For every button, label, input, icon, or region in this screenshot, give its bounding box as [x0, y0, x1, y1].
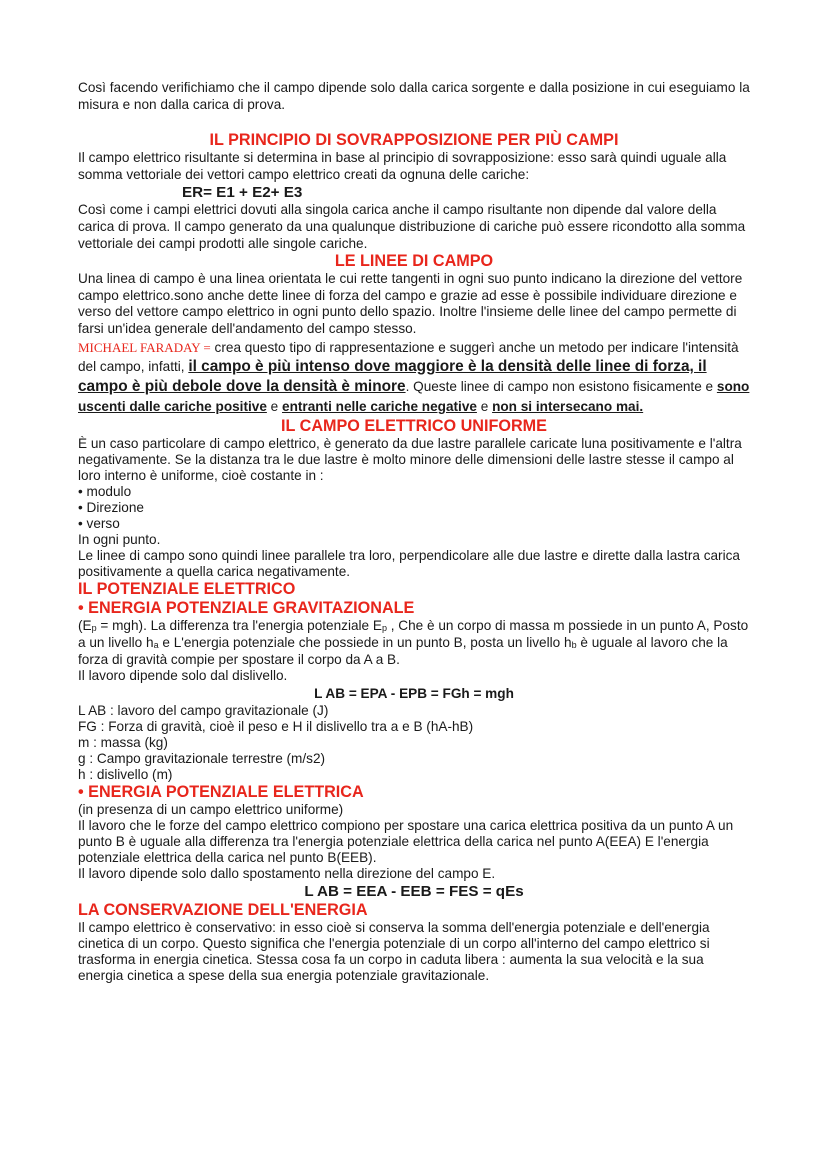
- legend-item: g : Campo gravitazionale terrestre (m/s2): [78, 750, 326, 766]
- grav-text-c: , Che è un corpo di massa m possiede in un punto A, Posto a un livello h: [78, 617, 749, 650]
- formula-lavoro-gravitazionale: L AB = EPA - EPB = FGh = mgh: [314, 685, 514, 701]
- heading-potenziale-elettrico: IL POTENZIALE ELETTRICO: [78, 579, 296, 598]
- heading-linee-di-campo: LE LINEE DI CAMPO: [334, 252, 494, 271]
- heading-sovrapposizione: IL PRINCIPIO DI SOVRAPPOSIZIONE PER PIÙ CAMPI: [209, 131, 619, 150]
- list-item: • Direzione: [78, 500, 750, 516]
- grav-sub-3: a: [153, 639, 159, 650]
- grav-text-e: è uguale al lavoro che la forza di gravità compie per spostare il corpo da A a B.: [78, 634, 728, 667]
- grav-sub-1: p: [91, 622, 97, 633]
- gravitazionale-paragraph-2: Il lavoro dipende solo dal dislivello.: [78, 667, 288, 683]
- linee-text-g: e: [476, 399, 493, 415]
- document-page: [78, 80, 750, 984]
- formula-er: ER= E1 + E2+ E3: [182, 184, 303, 202]
- uniforme-paragraph-2: In ogni punto.: [78, 531, 161, 547]
- heading-energia-elettrica: • ENERGIA POTENZIALE ELETTRICA: [78, 782, 364, 801]
- linee-text-a: crea questo tipo di rappresentazione e suggerì anche un metodo per indicare l'intensità del campo, infatti,: [78, 339, 739, 375]
- heading-energia-gravitazionale: • ENERGIA POTENZIALE GRAVITAZIONALE: [78, 598, 415, 617]
- uniforme-paragraph-1: È un caso particolare di campo elettrico, è generato da due lastre parallele caricate luna positivamente e l'altra negativamente. Se la distanza tra le due lastre è molto minore delle dimensioni delle lastre stesse il campo al loro interno è uniforme, cioè costante in :: [78, 435, 742, 483]
- sovrapposizione-paragraph-2: Così come i campi elettrici dovuti alla singola carica anche il campo risultante non dipende dal valore della carica di prova. Il campo generato da una qualunque distribuzione di cariche può essere ricondotto alla somma vettoriale dei campi prodotti alle singole cariche.: [78, 202, 746, 251]
- list-item: • modulo: [78, 484, 750, 500]
- formula-lavoro-elettrico: L AB = EEA - EEB = FES = qEs: [304, 882, 524, 900]
- conservazione-paragraph: Il campo elettrico è conservativo: in esso cioè si conserva la somma dell'energia potenziale e dell'energia cinetica di un corpo. Questo significa che l'energia potenziale di un corpo all'interno del campo elettrico si trasforma in energia cinetica. Stessa cosa fa un corpo in caduta libera : aumenta la sua velocità e la sua energia cinetica a spese della sua energia potenziale gravitazionale.: [78, 919, 710, 983]
- linee-emphasis-intersecano: non si intersecano mai.: [492, 399, 644, 415]
- linee-paragraph-1: Una linea di campo è una linea orientata le cui rette tangenti in ogni suo punto indicano la direzione del vettore campo elettrico.sono anche dette linee di forza del campo e grazie ad esse è possibile individuare direzione e verso del vettore campo elettrico in ogni punto dello spazio. Inoltre l'insieme delle linee del campo permette di farsi un'idea generale dell'andamento del campo stesso.: [78, 271, 743, 336]
- intro-paragraph: Così facendo verifichiamo che il campo dipende solo dalla carica sorgente e dalla posizione in cui eseguiamo la misura e non dalla carica di prova.: [78, 80, 750, 112]
- grav-text-b: = mgh). La differenza tra l'energia potenziale E: [96, 617, 382, 633]
- formula-legend: [78, 703, 750, 783]
- heading-conservazione-energia: LA CONSERVAZIONE DELL'ENERGIA: [78, 900, 368, 919]
- grav-sub-4: b: [571, 639, 577, 650]
- legend-item: m : massa (kg): [78, 734, 168, 750]
- list-item: • verso: [78, 516, 750, 532]
- grav-sub-2: p: [381, 622, 387, 633]
- grav-text-d: e L'energia potenziale che possiede in un punto B, posta un livello h: [158, 634, 572, 650]
- elettrica-paragraph-1: Il lavoro che le forze del campo elettrico compiono per spostare una carica elettrica positiva da un punto A un punto B è uguale alla differenza tra l'energia potenziale elettrica della carica nel punto A(EEA) E l'energia potenziale elettrica della carica nel punto B(EEB).: [78, 817, 734, 865]
- linee-emphasis-entranti: entranti nelle cariche negative: [282, 399, 477, 415]
- heading-campo-uniforme: IL CAMPO ELETTRICO UNIFORME: [281, 416, 547, 435]
- legend-item: L AB : lavoro del campo gravitazionale (J): [78, 702, 329, 718]
- linee-text-e: e: [266, 399, 283, 415]
- gravitazionale-paragraph-1: [78, 618, 750, 668]
- linee-paragraph-2: [78, 338, 750, 417]
- elettrica-paragraph-0: (in presenza di un campo elettrico uniforme): [78, 801, 344, 817]
- elettrica-paragraph-2: Il lavoro dipende solo dallo spostamento nella direzione del campo E.: [78, 865, 496, 881]
- faraday-label: MICHAEL FARADAY =: [78, 339, 211, 355]
- uniforme-bullet-list: [78, 484, 750, 532]
- uniforme-paragraph-3: Le linee di campo sono quindi linee parallele tra loro, perpendicolare alle due lastre e dirette dalla lastra carica positivamente a quella carica negativamente.: [78, 547, 740, 579]
- linee-emphasis-uscenti: sono uscenti dalle cariche positive: [78, 379, 750, 415]
- grav-text-a: (E: [78, 617, 92, 633]
- legend-item: h : dislivello (m): [78, 766, 173, 782]
- linee-emphasis-density: il campo è più intenso dove maggiore è la densità delle linee di forza, il campo è più debole dove la densità è minore: [78, 358, 707, 396]
- legend-item: FG : Forza di gravità, cioè il peso e H il dislivello tra a e B (hA-hB): [78, 718, 474, 734]
- sovrapposizione-paragraph-1: Il campo elettrico risultante si determina in base al principio di sovrapposizione: esso sarà quindi uguale alla somma vettoriale dei vettori campo elettrico creati da ognuna delle cariche:: [78, 150, 727, 182]
- linee-text-c: . Queste linee di campo non esistono fisicamente e: [405, 379, 717, 395]
